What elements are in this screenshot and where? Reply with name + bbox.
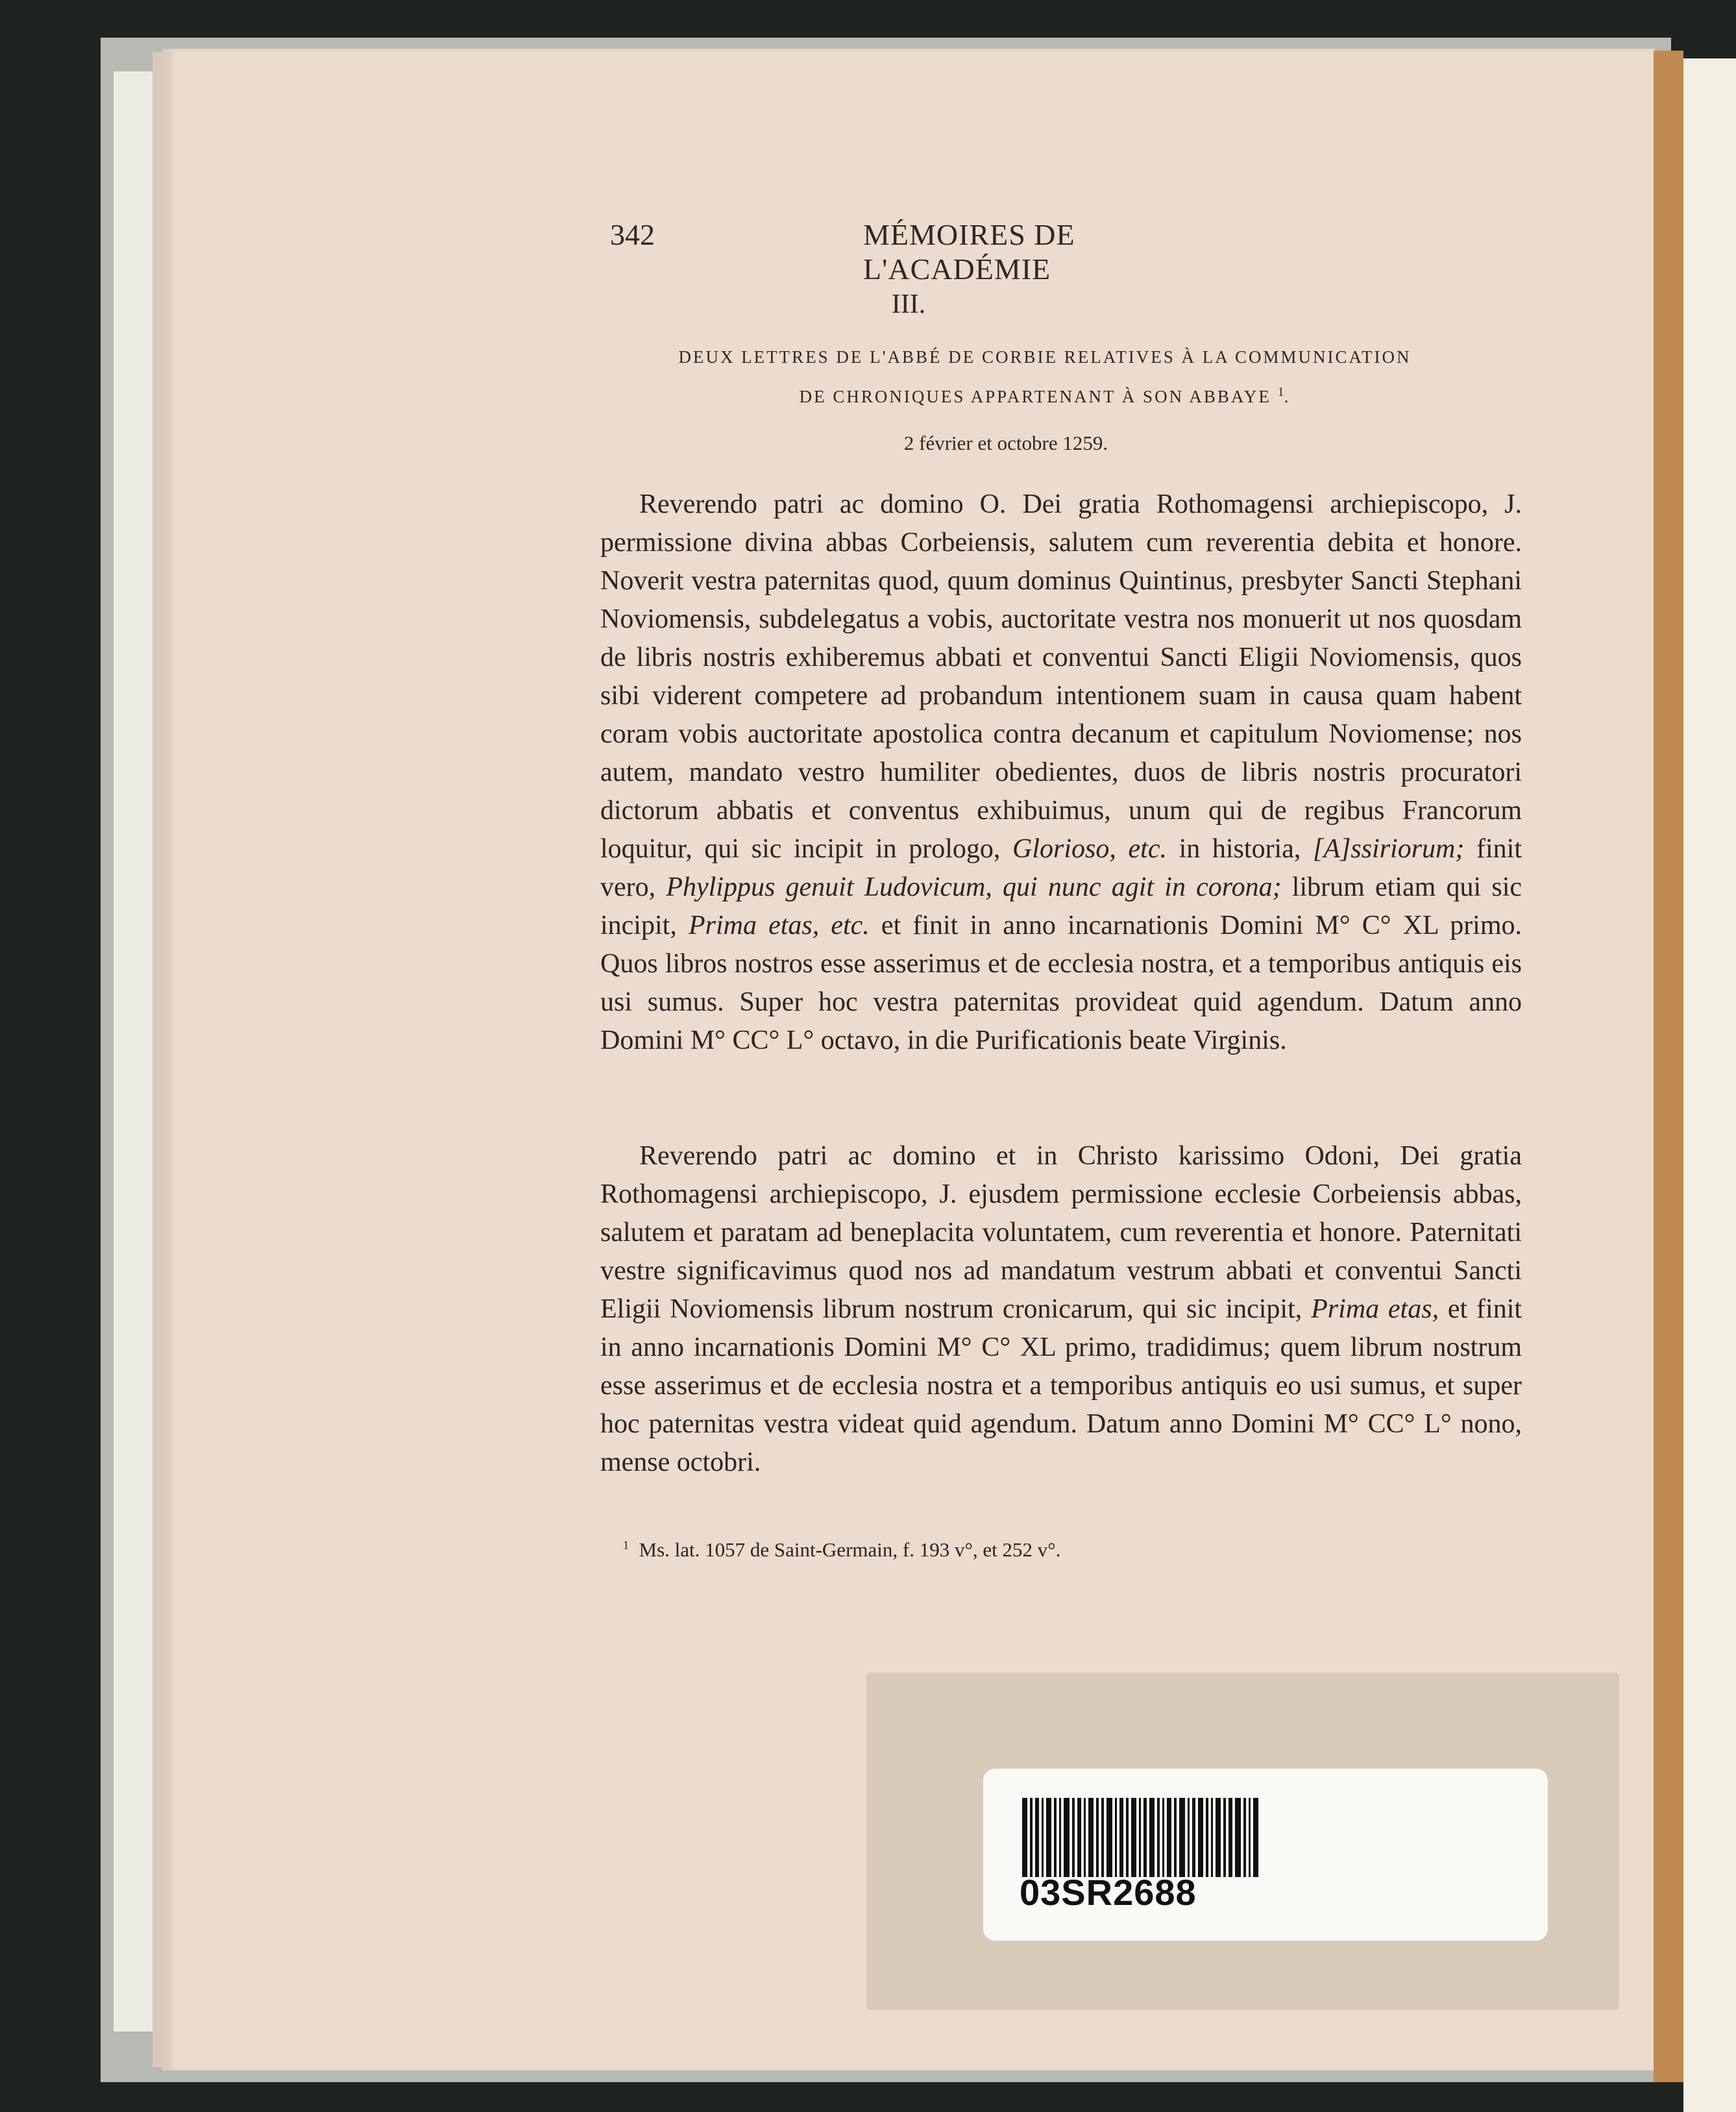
running-head [610,217,1259,286]
letter-paragraph-2 [600,1137,1522,1482]
letter-date: 2 février et octobre 1259. [903,432,1108,454]
paragraph-1-italic-4: Prima etas, etc. [688,911,870,940]
barcode-number: 03SR2688 [1020,1872,1197,1913]
paragraph-1-text-5: et finit in anno incarnationis Domini M° C° XL primo. Quos libros nostros esse asserimus et de ecclesia nostra, et a temporibus antiquis eis usi sumus. Super hoc vestra paternitas provideat quid agendum. Datum anno Domini M° CC° L° octavo, in die Purificationis beate Virginis. [600,911,1522,1055]
barcode [1022,1798,1314,1877]
section-numeral: III. [891,289,926,319]
page-number: 342 [610,218,655,251]
paragraph-2-italic-1: Prima etas, [1311,1294,1439,1324]
section-title-line-2-text: DE CHRONIQUES APPARTENANT À SON ABBAYE [799,387,1271,406]
footnote [623,1538,1402,1562]
paragraph-1-text-1: Reverendo patri ac domino O. Dei gratia Rothomagensi archiepiscopo, J. permissione divina abbas Corbeiensis, salutem cum reverentia debita et honore. Noverit vestra paternitas quod, quum dominus Quintinus, presbyter Sancti Stephani Noviomensis, subdelegatus a vobis, auctoritate vestra nos monuerit ut nos quosdam de libris nostris exhiberemus abbati et conventui Sancti Eligii Noviomensis, quos sibi viderent competere ad probandum intentionem suam in causa quam habent coram vobis auctoritate apostolica contra decanum et capitulum Noviomense; nos autem, mandato vestro humiliter obedientes, duos de libris nostris procuratori dictorum abbatis et conventus exhibuimus, unum qui de regibus Francorum loquitur, qui sic incipit in prologo, [600,489,1522,864]
book-spine [1654,51,1683,2082]
paragraph-1-text-2: in historia, [1179,834,1301,864]
paragraph-1-italic-2: [A]ssiriorum; [1313,834,1465,864]
paragraph-1-text-4: librum etiam qui sic incipit, [600,872,1522,940]
paragraph-1-italic-3: Phylippus genuit Ludovicum, qui nunc agit in corona; [666,872,1282,902]
footnote-text: Ms. lat. 1057 de Saint-Germain, f. 193 v°, et 252 v°. [639,1538,1061,1561]
paragraph-1-italic-1: Glorioso, etc. [1012,834,1167,864]
paragraph-2-text-2: et finit in anno incarnationis Domini M° C° XL primo, tradidimus; quem librum nostrum esse asserimus et de ecclesia nostra et a temporibus antiquis eo usi sumus, et super hoc paternitas vestra videat quid agendum. Datum anno Domini M° CC° L° nono, mense octobri. [600,1294,1522,1477]
section-title-line-2: DE CHRONIQUES APPARTENANT À SON ABBAYE $^1$. [799,385,1291,406]
footnote-marker: 1 [623,1538,629,1552]
section-title-line-1: DEUX LETTRES DE L'ABBÉ DE CORBIE RELATIVES À LA COMMUNICATION [678,347,1412,367]
running-title: MÉMOIRES DE L'ACADÉMIE [863,218,1075,286]
paragraph-2-text-1: Reverendo patri ac domino et in Christo karissimo Odoni, Dei gratia Rothomagensi archiepiscopo, J. ejusdem permissione ecclesie Corbeiensis abbas, salutem et paratam ad beneplacita voluntatem, cum reverentia et honore. Paternitati vestre significavimus quod nos ad mandatum vestrum abbati et conventui Sancti Eligii Noviomensis librum nostrum cronicarum, qui sic incipit, [600,1141,1522,1324]
paragraph-1-text-3: finit vero, [600,834,1522,902]
facing-page-edge [1683,58,1736,2112]
footnote-reference: 1 [1277,385,1284,399]
letter-paragraph-1 [600,485,1522,1060]
barcode-label [983,1769,1548,1941]
